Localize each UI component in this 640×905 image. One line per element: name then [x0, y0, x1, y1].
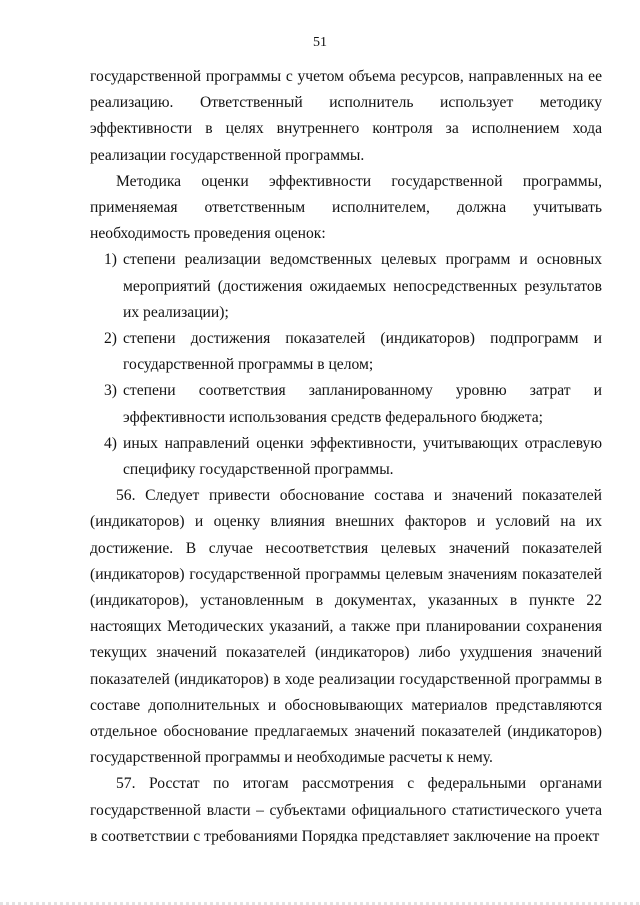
list-item-text: степени соответствия запланированному уровню затрат и эффективности использования средств федерального бюджета; [123, 382, 602, 426]
paragraph-methodology: Методика оценки эффективности государственной программы, применяемая ответственным исполнителем, должна учитывать необходимость проведения оценок: [90, 172, 602, 243]
list-item [90, 247, 602, 326]
list-item-number: 1) [104, 251, 117, 269]
list-item-text: иных направлений оценки эффективности, учитывающих отраслевую специфику государственной программы. [123, 434, 602, 479]
list-item [90, 326, 602, 378]
page-number: 51 [313, 35, 327, 50]
evaluation-list [90, 247, 602, 483]
paragraph-continuation: государственной программы с учетом объема ресурсов, направленных на ее реализацию. Ответственный исполнитель использует методику эффективности в целях внутреннего контроля за исполнением хода реализации государственной программы. [90, 68, 602, 164]
list-item [90, 378, 602, 430]
list-item-number: 4) [104, 434, 117, 452]
list-item-text: степени реализации ведомственных целевых программ и основных мероприятий (достижения ожидаемых непосредственных результатов их реализации); [123, 251, 602, 321]
list-item [90, 431, 602, 483]
list-item-number: 2) [104, 330, 117, 348]
list-item-text: степени достижения показателей (индикаторов) подпрограмм и государственной программы в целом; [123, 330, 602, 374]
document-body [90, 64, 602, 850]
list-item-number: 3) [104, 382, 117, 400]
paragraph-56: 56. Следует привести обоснование состава и значений показателей (индикаторов) и оценку влияния внешних факторов и условий на их достижение. В случае несоответствия целевых значений показателей (индикаторов) государственной программы целевым значениям показателей (индикаторов), установленным в документах, указанных в пункте 22 настоящих Методических указаний, а также при планировании сохранения текущих значений показателей (индикаторов) либо ухудшения значений показателей (индикаторов) в ходе реализации государственной программы в составе дополнительных и обосновывающих материалов представляются отдельное обоснование предлагаемых значений показателей (индикаторов) государственной программы и необходимые расчеты к нему. [90, 487, 602, 767]
paragraph-57: 57. Росстат по итогам рассмотрения с федеральными органами государственной власти – субъектами официального статистического учета в соответствии с требованиями Порядка представляет заключение на проект [90, 775, 602, 845]
